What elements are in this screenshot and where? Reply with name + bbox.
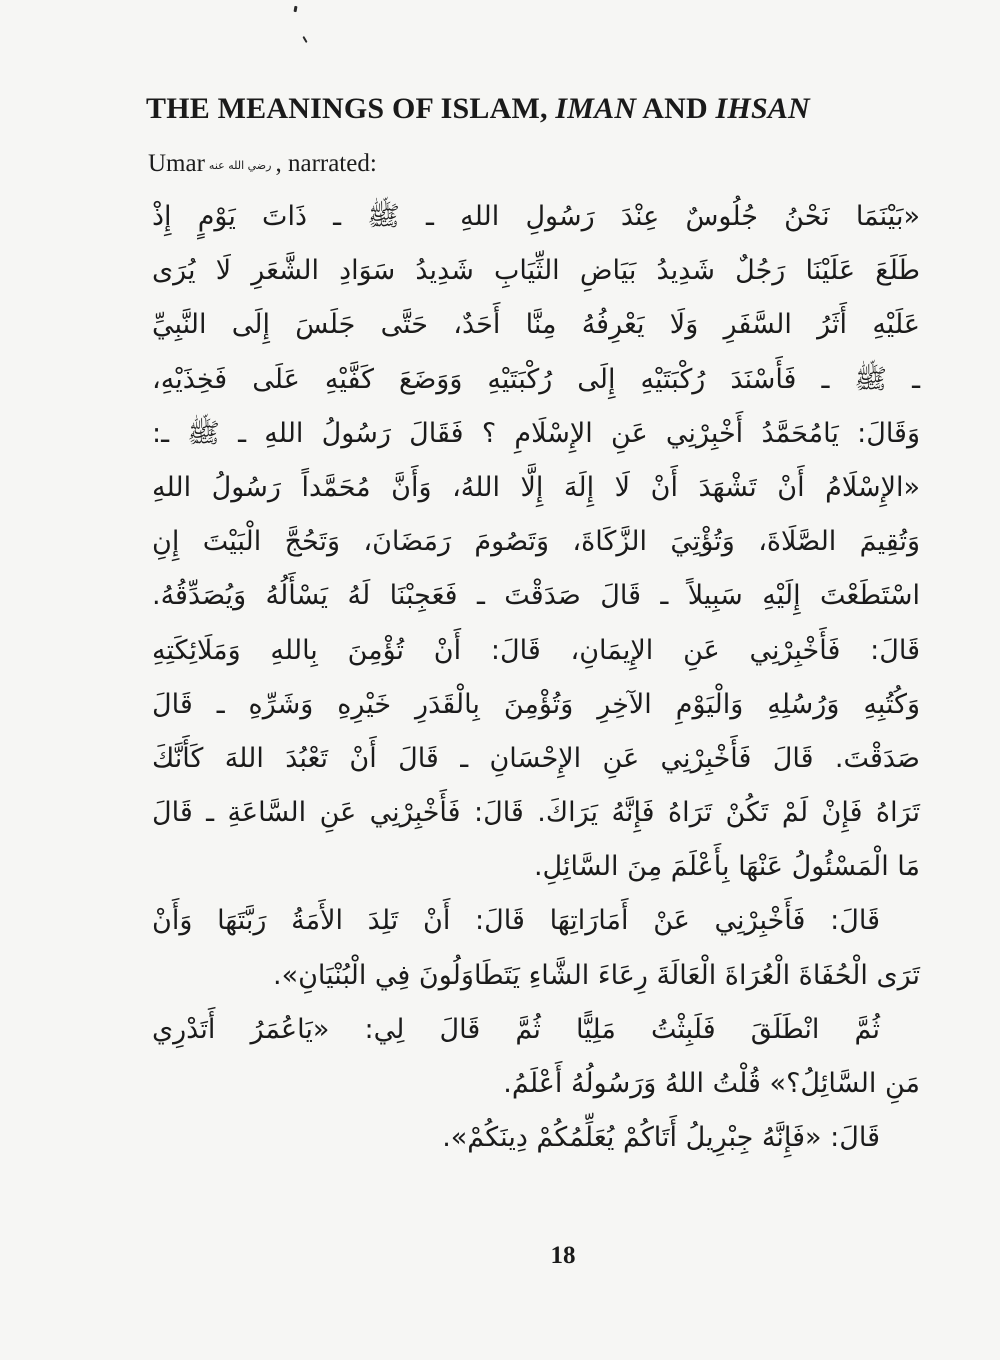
page-number: 18 xyxy=(550,1242,576,1269)
hadith-text xyxy=(152,190,920,1165)
page-title xyxy=(146,92,966,126)
hadith-line: وَتُقِيمَ الصَّلَاةَ، وَتُؤْتِيَ الزَّكَاةَ، وَتَصُومَ رَمَضَانَ، وَتَحُجَّ الْبَيْتَ إِنِ xyxy=(152,526,920,558)
title-part: AND xyxy=(636,92,716,125)
narrator-name: Umar xyxy=(148,150,205,177)
hadith-line: صَدَقْتَ. قَالَ فَأَخْبِرْنِي عَنِ الإِحْسَانِ ـ قَالَ أَنْ تَعْبُدَ اللهَ كَأَنَّكَ xyxy=(152,742,920,774)
narrator-suffix: , narrated: xyxy=(275,150,377,177)
title-term-ihsan: IHSAN xyxy=(715,92,810,125)
hadith-line: وَقَالَ: يَامُحَمَّدُ أَخْبِرْنِي عَنِ الإِسْلَامِ ؟ فَقَالَ رَسُولُ اللهِ ـ ﷺ ـ: xyxy=(152,417,920,449)
scan-speck xyxy=(302,36,307,43)
hadith-line: عَلَيْهِ أَثَرُ السَّفَرِ وَلَا يَعْرِفُهُ مِنَّا أَحَدٌ، حَتَّى جَلَسَ إِلَى النَّبِيِّ xyxy=(152,309,920,341)
hadith-line: مَا الْمَسْئُولُ عَنْهَا بِأَعْلَمَ مِنَ السَّائِلِ. xyxy=(533,851,920,883)
hadith-line: ثُمَّ انْطَلَقَ فَلَبِثْتُ مَلِيًّا ثُمَّ قَالَ لِي: «يَاعُمَرُ أَتَدْرِي xyxy=(152,1013,880,1045)
hadith-line: اسْتَطَعْتَ إِلَيْهِ سَبِيلاً ـ قَالَ صَدَقْتَ ـ فَعَجِبْنَا لَهُ يَسْأَلُهُ وَيُصَدِّقُهُ. xyxy=(152,580,920,612)
hadith-line: ـ ﷺ ـ فَأَسْنَدَ رُكْبَتَيْهِ إِلَى رُكْبَتَيْهِ وَوَضَعَ كَفَّيْهِ عَلَى فَخِذَيْهِ، xyxy=(152,363,920,395)
scan-speck xyxy=(294,6,298,12)
hadith-line: قَالَ: «فَإِنَّهُ جِبْرِيلُ أَتَاكُمْ يُعَلِّمُكُمْ دِينَكُمْ». xyxy=(442,1122,880,1154)
narrator-line xyxy=(148,150,377,178)
title-term-iman: IMAN xyxy=(555,92,637,125)
hadith-line: قَالَ: فَأَخْبِرْنِي عَنْ أَمَارَاتِهَا قَالَ: أَنْ تَلِدَ الأَمَةُ رَبَّتَهَا وَأَنْ xyxy=(152,905,880,937)
title-part: THE MEANINGS OF ISLAM, xyxy=(146,92,556,125)
hadith-line: تَرَاهُ فَإِنْ لَمْ تَكُنْ تَرَاهُ فَإِنَّهُ يَرَاكَ. قَالَ: فَأَخْبِرْنِي عَنِ السَّاعَةِ ـ قَالَ xyxy=(152,797,920,829)
hadith-line: طَلَعَ عَلَيْنَا رَجُلٌ شَدِيدُ بَيَاضِ الثِّيَابِ شَدِيدُ سَوَادِ الشَّعَرِ لَا يُرَى xyxy=(152,255,920,287)
hadith-line: تَرَى الْحُفَاةَ الْعُرَاةَ الْعَالَةَ رِعَاءَ الشَّاءِ يَتَطَاوَلُونَ فِي الْبُنْيَانِ». xyxy=(273,959,920,991)
hadith-line: مَنِ السَّائِلُ؟» قُلْتُ اللهُ وَرَسُولُهُ أَعْلَمُ. xyxy=(503,1068,920,1099)
hadith-line: «الإِسْلَامُ أَنْ تَشْهَدَ أَنْ لَا إِلَهَ إِلَّا اللهُ، وَأَنَّ مُحَمَّداً رَسُولُ اللهِ xyxy=(152,471,920,503)
hadith-line: «بَيْنَمَا نَحْنُ جُلُوسٌ عِنْدَ رَسُولِ اللهِ ـ ﷺ ـ ذَاتَ يَوْمٍ إِذْ xyxy=(152,201,920,232)
hadith-line: وَكُتُبِهِ وَرُسُلِهِ وَالْيَوْمِ الآخِرِ وَتُؤْمِنَ بِالْقَدَرِ خَيْرِهِ وَشَرِّهِ ـ قَالَ xyxy=(152,688,920,720)
narrator-honorific: رضي الله عنه xyxy=(208,159,272,172)
hadith-line: قَالَ: فَأَخْبِرْنِي عَنِ الإِيمَانِ، قَالَ: أَنْ تُؤْمِنَ بِاللهِ وَمَلَائِكَتِهِ xyxy=(152,634,920,666)
